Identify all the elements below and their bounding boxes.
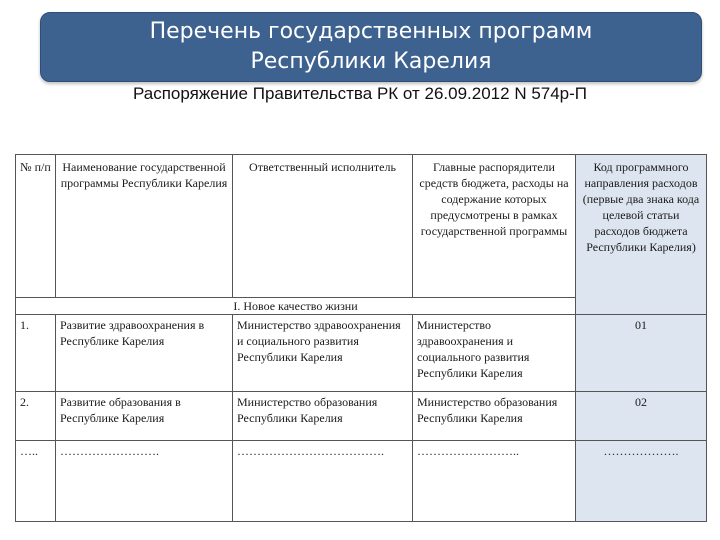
- row-code: ……………….: [576, 441, 707, 522]
- row-managers: ……………………..: [413, 441, 576, 522]
- programs-table: [15, 154, 707, 522]
- table-header-row: [16, 155, 707, 298]
- row-executor: Министерство здравоохранения и социального развития Республики Карелия: [233, 315, 413, 392]
- title-banner: [40, 12, 702, 82]
- row-num: 1.: [16, 315, 56, 392]
- row-program-name: Развитие образования в Республике Карелия: [56, 392, 233, 441]
- table-row: [16, 315, 707, 392]
- row-managers: Министерство образования Республики Карелия: [413, 392, 576, 441]
- row-code: 01: [576, 315, 707, 392]
- header-budget-managers: Главные распорядители средств бюджета, расходы на содержание которых предусмотрены в рамках государственной программы: [413, 155, 576, 298]
- header-code: Код программного направления расходов (первые два знака кода целевой статьи расходов бюджета Республики Карелия): [576, 155, 707, 315]
- table-row: [16, 441, 707, 522]
- title-line-1: Перечень государственных программ: [149, 19, 593, 44]
- row-program-name: Развитие здравоохранения в Республике Карелия: [56, 315, 233, 392]
- section-title: I. Новое качество жизни: [233, 299, 358, 313]
- row-num: 2.: [16, 392, 56, 441]
- row-executor: Министерство образования Республики Карелия: [233, 392, 413, 441]
- header-program-name: Наименование государственной программы Республики Карелия: [56, 155, 233, 298]
- row-managers: Министерство здравоохранения и социального развития Республики Карелия: [413, 315, 576, 392]
- header-num: № п/п: [16, 155, 56, 298]
- table-row: [16, 392, 707, 441]
- row-program-name: …………………….: [56, 441, 233, 522]
- row-code: 02: [576, 392, 707, 441]
- row-executor: ……………………………….: [233, 441, 413, 522]
- header-executor: Ответственный исполнитель: [233, 155, 413, 298]
- subtitle: Распоряжение Правительства РК от 26.09.2012 N 574р-П: [132, 84, 588, 103]
- title-line-2: Республики Карелия: [250, 49, 492, 74]
- row-num: …..: [16, 441, 56, 522]
